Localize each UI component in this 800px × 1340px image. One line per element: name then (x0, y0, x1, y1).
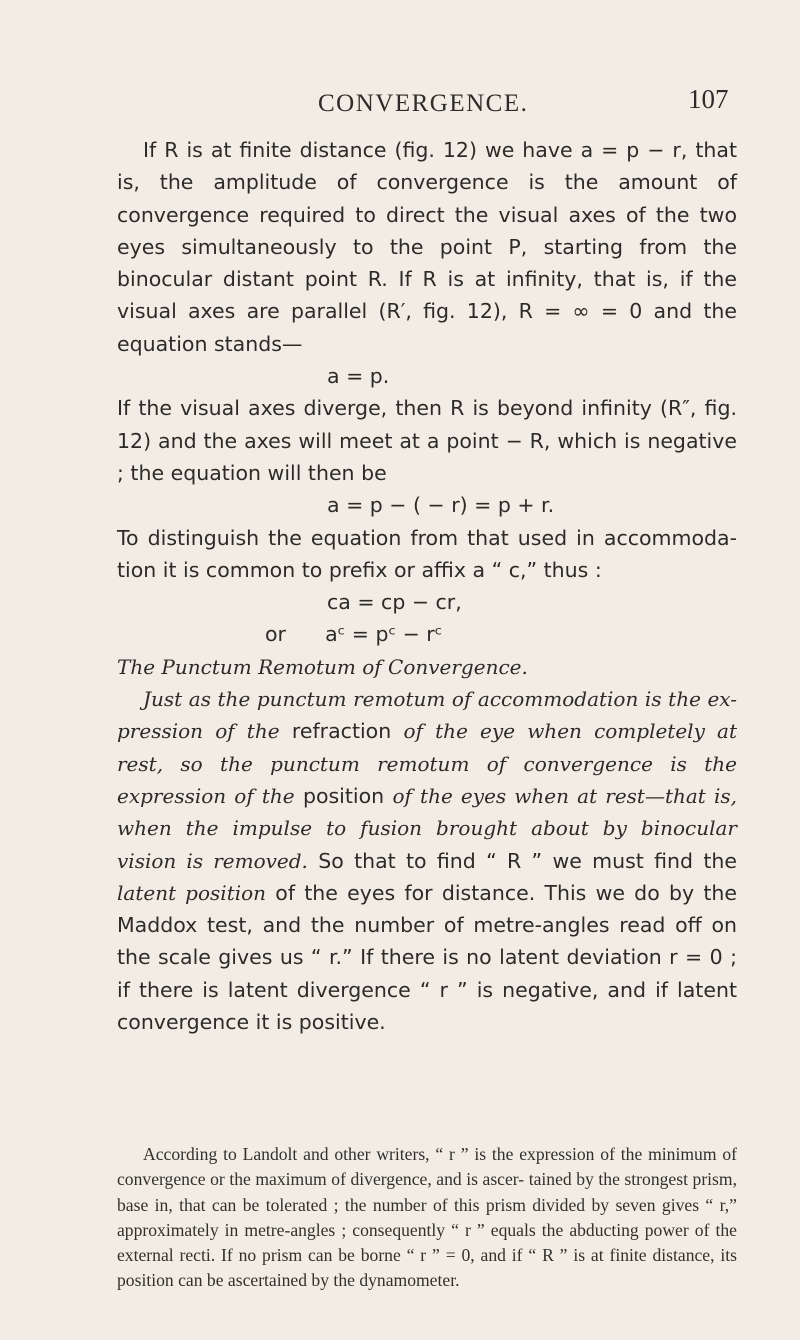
p5-roman-position: position (294, 783, 393, 808)
equation-or: or (265, 622, 286, 647)
equation-a-equals-p: a = p. (327, 364, 390, 389)
equation-ac: aᶜ = pᶜ − rᶜ (325, 622, 443, 647)
p5-italic-3: of the eyes when at rest—that is, when the impulse to fusion brought about by binocular vision is removed. (117, 783, 737, 873)
equation-superscript-c (117, 618, 737, 650)
equation-a-equals-p-plus-r: a = p − ( − r) = p + r. (327, 493, 555, 518)
p5-italic-2: of the eye when completely at rest, so the punctum remotum of convergence is the expression of the (117, 719, 737, 808)
page-number: 107 (688, 84, 729, 114)
equation-ca: ca = cp − cr, (327, 590, 462, 615)
footnote-landolt: According to Landolt and other writers, “ r ” is the expression of the minimum of convergence or the maximum of divergence, and is ascer- tained by the strongest prism, base in, that can be tolerated ; the number of this prism divided by seven gives “ r,” approximately in metre-angles ; consequently “ r ” equals the abducting power of the external recti. If no prism can be borne “ r ” = 0, and if “ R ” is at finite distance, its position can be ascertained by the dynamometer. (117, 1144, 737, 1291)
running-head (0, 82, 800, 122)
paragraph-punctum-remotum (117, 683, 737, 1038)
running-title: CONVERGENCE. (318, 90, 529, 117)
paragraph-distinguish: To distinguish the equation from that used in accommoda- tion it is common to prefix or affix a “ c,” thus : (117, 525, 737, 582)
p5-roman-so-that: So that to find “ R ” we must find the (307, 848, 737, 873)
equation-spacer (286, 622, 325, 646)
paragraph-diverge: If the visual axes diverge, then R is beyond infinity (R″, fig. 12) and the axes will meet at a point − R, which is negative ; the equation will then be (117, 396, 737, 485)
p5-roman-refraction: refraction (279, 719, 404, 744)
p5-italic-latent-position: latent position (117, 880, 267, 905)
paragraph-finite-distance: If R is at finite distance (fig. 12) we have a = p − r, that is, the amplitude of convergence is the amount of convergence required to direct the visual axes of the two eyes simultaneously to the point P, starting from the binocular distant point R. If R is at infinity, that is, if the visual axes are parallel (R′, fig. 12), R = ∞ = 0 and the equation stands— (117, 138, 737, 356)
body-text (117, 134, 737, 1038)
p5-italic-1: Just as the punctum remotum of accommodation is the ex- pression of the (117, 687, 737, 744)
section-heading-punctum-remotum: The Punctum Remotum of Convergence. (117, 654, 528, 679)
p5-roman-rest: of the eyes for distance. This we do by the Maddox test, and the number of metre-angles read off on the scale gives us “ r.” If there is no latent deviation r = 0 ; if there is latent divergence “ r ” is negative, and if latent convergence it is positive. (117, 880, 737, 1035)
